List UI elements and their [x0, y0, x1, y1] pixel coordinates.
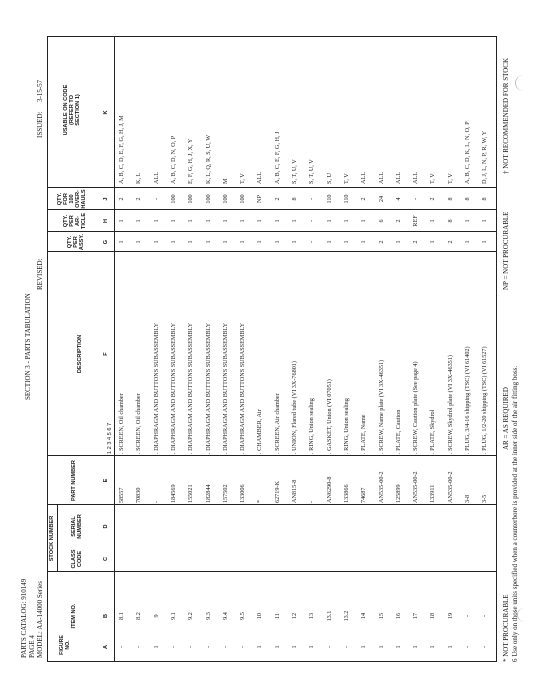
qty-overhauls-cell: 2	[273, 197, 281, 201]
figure-no-cell: 1	[273, 645, 281, 649]
qty-per-assy-cell: 1	[204, 240, 212, 244]
figure-no-cell: 1	[377, 645, 385, 649]
part-number-cell: AN535-00-2	[412, 471, 420, 503]
item-no-cell: 12	[291, 612, 298, 620]
qty-overhauls-cell: 8	[481, 197, 489, 201]
figure-no-cell: 1	[429, 645, 437, 649]
item-no-cell: 9	[152, 614, 160, 618]
part-number-cell: AN535-00-2	[377, 471, 385, 503]
part-number-cell: -	[152, 500, 160, 503]
qty-per-assy-cell: 1	[239, 240, 247, 244]
qty-overhauls-cell: 4	[394, 197, 402, 201]
qty-overhauls-cell: 100	[221, 194, 229, 204]
qty-per-article-cell: 1	[152, 219, 160, 223]
description-cell: . PLATE, Skydrol	[429, 409, 437, 454]
figure-no-cell: -	[325, 645, 333, 649]
col-f-letter: F	[103, 352, 109, 356]
qty-per-article-cell: 1	[221, 219, 229, 223]
usable-on-code-cell: S, U	[325, 172, 333, 184]
qty-overhauls-cell: NP	[256, 195, 264, 203]
item-no-cell: 15	[377, 612, 385, 620]
qty-per-assy-cell: 2	[446, 240, 454, 244]
qty-per-article-cell: 1	[118, 219, 125, 223]
qty-overhauls-cell: 110	[325, 194, 333, 204]
description-cell: . SCREW, Name plate (VI 3X-46351)	[377, 359, 385, 454]
parts-table	[47, 36, 497, 662]
qty-per-article-cell: 1	[135, 219, 143, 223]
footer-note: 6 Use only on those units specified when a counterbore is provided at the inner side of the air fitting boss.	[511, 365, 519, 662]
usable-on-code-cell: D, J, L, N, P, R, W, Y	[481, 130, 489, 184]
figure-no-cell: 1	[360, 645, 368, 649]
item-no-cell: 9.2	[187, 612, 195, 620]
description-cell: . PLATE, Name	[360, 414, 368, 454]
usable-on-code-cell: T, V	[429, 173, 437, 184]
revised-label: REVISED:	[36, 258, 44, 290]
col-f-label: DESCRIPTION	[77, 334, 83, 374]
qty-per-article-cell: REF	[412, 215, 420, 227]
qty-overhauls-cell: 2	[135, 197, 143, 201]
page-label: PAGE 4	[28, 635, 36, 658]
item-no-cell: 13.1	[325, 610, 333, 622]
usable-on-code-cell: A, B, C, D, N, O, P	[169, 135, 177, 184]
binder-hole-mark	[515, 75, 532, 91]
qty-per-article-cell: 1	[360, 219, 368, 223]
item-no-cell: 17	[412, 612, 420, 620]
footer-not-recommended: † NOT RECOMMENDED FOR STOCK	[502, 57, 510, 174]
description-cell: . SCREEN, Oil chamber	[135, 393, 143, 454]
qty-per-assy-cell: 1	[118, 240, 125, 244]
description-cell: . SCREEN, Air chamber	[273, 393, 281, 454]
qty-per-article-cell: 1	[481, 219, 489, 223]
section-title: SECTION 3 - PARTS TABULATION	[24, 293, 32, 400]
usable-on-code-cell: A, B, C, E, F, G, H, J	[273, 131, 281, 184]
qty-overhauls-cell: 8	[291, 197, 298, 201]
qty-overhauls-cell: 2	[429, 197, 437, 201]
qty-overhauls-cell: 2	[360, 197, 368, 201]
description-cell: . SCREEN, Oil chamber	[118, 393, 125, 454]
part-number-cell: 133006	[239, 484, 247, 503]
footer-not-procurable: * NOT PROCURABLE	[502, 594, 510, 662]
qty-per-article-cell: 1	[464, 219, 471, 223]
usable-on-code-cell: S, T, U, V	[291, 159, 298, 184]
qty-per-article-cell: 6	[377, 219, 385, 223]
item-no-cell: 18	[429, 612, 437, 620]
qty-per-article-cell: 1	[204, 219, 212, 223]
figure-no-cell: -	[204, 645, 212, 649]
description-cell: . DIAPHRAGM AND BUTTONS SUBASSEMBLY	[239, 322, 247, 454]
qty-per-article-cell: 1	[273, 219, 281, 223]
description-cell: . SCREW, Skydrol plate (VI 3X-46351)	[446, 355, 454, 454]
item-no-cell: 19	[446, 612, 454, 620]
qty-overhauls-cell: 8	[464, 197, 471, 201]
figure-no-cell: -	[135, 645, 143, 649]
figure-no-cell: -	[342, 645, 350, 649]
col-c-letter: C	[103, 556, 109, 562]
usable-on-code-cell: ALL	[360, 171, 368, 184]
usable-on-code-cell: ALL	[394, 171, 402, 184]
col-a-letter: A	[103, 644, 109, 650]
qty-per-article-cell: 1	[169, 219, 177, 223]
qty-per-assy-cell: 1	[360, 240, 368, 244]
part-number-cell: 182844	[204, 484, 212, 503]
figure-no-cell: 1	[412, 645, 420, 649]
item-no-cell: 14	[360, 612, 368, 620]
description-cell: . GASKET, Union (VI 07051)	[325, 379, 333, 454]
description-cell: . SCREW, Caution plate (See page 4)	[412, 361, 420, 454]
figure-no-cell: 1	[446, 645, 454, 649]
usable-on-code-cell: S, T, U, V	[308, 159, 316, 184]
col-c-label: CLASS CODE	[71, 549, 83, 569]
part-number-cell: AN815-8	[291, 479, 298, 503]
qty-per-assy-cell: 1	[187, 240, 195, 244]
item-no-cell: 9.5	[239, 612, 247, 620]
description-cell: . DIAPHRAGM AND BUTTONS SUBASSEMBLY	[169, 322, 177, 454]
item-no-cell: 9.3	[204, 612, 212, 620]
usable-on-code-cell: A, B, C, D, E, F, G, H, J, M	[118, 115, 125, 184]
item-no-cell: 8.1	[118, 612, 125, 620]
usable-on-code-cell: ALL	[377, 171, 385, 184]
qty-per-assy-cell: 1	[291, 240, 298, 244]
qty-per-article-cell: 1	[256, 219, 264, 223]
figure-no-cell: 1	[291, 645, 298, 649]
col-g-letter: G	[103, 239, 109, 245]
part-number-cell: -	[308, 500, 316, 503]
description-cell: . DIAPHRAGM AND BUTTONS SUBASSEMBLY	[221, 322, 229, 454]
part-number-cell: 70830	[135, 487, 143, 503]
qty-per-article-cell: 8	[446, 219, 454, 223]
qty-per-article-cell: 1	[239, 219, 247, 223]
description-cell: . UNION, Flared tube (VI 3X-76801)	[291, 361, 298, 454]
usable-on-code-cell: ALL	[152, 171, 160, 184]
part-number-cell: 58557	[118, 487, 125, 503]
part-number-cell: 133866	[342, 484, 350, 503]
qty-overhauls-cell: 24	[377, 195, 385, 203]
qty-per-article-cell: 1	[429, 219, 437, 223]
item-no-cell: 9.1	[169, 612, 177, 620]
description-cell: . PLUG, 1/2-20 shipping (TSC) (VI 61527)	[481, 346, 489, 454]
item-no-cell: 8.2	[135, 612, 143, 620]
qty-overhauls-cell: 8	[446, 197, 454, 201]
qty-overhauls-cell: 2	[118, 197, 125, 201]
qty-per-assy-cell: 1	[169, 240, 177, 244]
stock-number-header: STOCK NUMBER	[49, 515, 55, 562]
usable-on-code-cell: K, L, Q, R, S, U, W	[204, 134, 212, 184]
description-cell: . RING, Union sealing	[342, 398, 350, 454]
footer-np: NP = NOT PROCURABLE	[502, 211, 510, 290]
figure-no-cell: 1	[152, 645, 160, 649]
qty-per-article-cell: -	[308, 219, 316, 223]
figure-no-cell: -	[239, 645, 247, 649]
part-number-cell: 74687	[360, 487, 368, 503]
description-cell: . RING, Union sealing	[308, 398, 316, 454]
col-h-letter: H	[103, 218, 109, 224]
usable-on-code-cell: E, F, G, H, J, X, Y	[187, 138, 195, 184]
issued-label: ISSUED:	[36, 111, 44, 138]
qty-per-assy-cell: 1	[429, 240, 437, 244]
item-no-cell: -	[481, 614, 489, 618]
qty-per-assy-cell: 1	[221, 240, 229, 244]
qty-per-assy-cell: 1	[464, 240, 471, 244]
issued-date: 3-15-57	[36, 79, 44, 102]
figure-no-cell: -	[481, 645, 489, 649]
qty-per-assy-cell: 1	[481, 240, 489, 244]
qty-per-article-cell: 1	[187, 219, 195, 223]
usable-on-code-cell: T, V	[446, 173, 454, 184]
part-number-cell: 125899	[394, 484, 402, 503]
item-no-cell: 16	[394, 612, 402, 620]
qty-overhauls-cell: -	[152, 197, 160, 201]
col-j-letter: J	[103, 197, 109, 201]
description-cell: . CHAMBER, Air	[256, 409, 264, 454]
col-b-letter: B	[103, 613, 109, 619]
item-no-cell: 13	[308, 612, 316, 620]
qty-per-assy-cell: 1	[273, 240, 281, 244]
binder-hole-mark	[517, 608, 532, 622]
item-no-cell: -	[464, 614, 471, 618]
qty-overhauls-cell: 110	[342, 194, 350, 204]
model-label: MODEL: AA-14000 Series	[36, 581, 44, 658]
usable-on-code-cell: K, L	[135, 172, 143, 184]
qty-per-assy-cell: 1	[325, 240, 333, 244]
catalog-label: PARTS CATALOG: 910149	[20, 578, 28, 658]
col-d-label: SERIAL NUMBER	[71, 514, 83, 539]
part-number-cell: AN6290-8	[325, 476, 333, 503]
part-number-cell: 3-8	[464, 494, 471, 503]
qty-per-assy-cell: -	[308, 240, 316, 244]
qty-overhauls-cell: -	[412, 197, 420, 201]
figure-no-cell: -	[464, 645, 471, 649]
figure-no-cell: 1	[394, 645, 402, 649]
usable-on-code-cell: T, V	[342, 173, 350, 184]
qty-per-assy-cell: 1	[342, 240, 350, 244]
item-no-cell: 10	[256, 612, 264, 620]
description-cell: . DIAPHRAGM AND BUTTONS SUBASSEMBLY	[152, 322, 160, 454]
description-cell: . PLUG, 3/4-16 shipping (TSC) (VI 61402)	[464, 346, 471, 454]
item-no-cell: 11	[273, 613, 281, 619]
col-e-label: PART NUMBER	[71, 460, 77, 501]
qty-per-assy-cell: 1	[394, 240, 402, 244]
part-number-cell: 184569	[169, 484, 177, 503]
qty-per-article-cell: 1	[325, 219, 333, 223]
item-no-cell: 13.2	[342, 610, 350, 622]
col-b-label: ITEM NO.	[71, 603, 77, 629]
usable-on-code-cell: T, V	[239, 173, 247, 184]
qty-overhauls-cell: 100	[204, 194, 212, 204]
qty-overhauls-cell: 100	[187, 194, 195, 204]
usable-on-code-cell: ALL	[412, 171, 420, 184]
qty-per-article-cell: 1	[342, 219, 350, 223]
qty-per-article-cell: 2	[394, 219, 402, 223]
part-number-cell: *	[256, 499, 264, 503]
part-number-cell: 62719-K	[273, 481, 281, 503]
qty-overhauls-cell: -	[308, 197, 316, 201]
qty-per-article-cell: 1	[291, 219, 298, 223]
col-e-letter: E	[103, 478, 109, 483]
qty-per-assy-cell: 2	[412, 240, 420, 244]
usable-on-code-cell: A, B, C, D, K, L, N, O, P	[464, 121, 471, 184]
description-cell: . DIAPHRAGM AND BUTTONS SUBASSEMBLY	[187, 322, 195, 454]
figure-no-cell: -	[221, 645, 229, 649]
qty-per-assy-cell: 1	[135, 240, 143, 244]
col-j-label: QTY. FOR 100 OVER-HAULS	[57, 189, 87, 209]
col-f-indent-scale: 1 2 3 4 5 6 7	[107, 422, 113, 454]
qty-per-assy-cell: 1	[256, 240, 264, 244]
figure-no-cell: -	[187, 645, 195, 649]
col-k-letter: K	[103, 110, 109, 115]
qty-per-assy-cell: 1	[152, 240, 160, 244]
figure-no-cell: 1	[308, 645, 316, 649]
part-number-cell: 3-5	[481, 494, 489, 503]
description-cell: . PLATE, Caution	[394, 409, 402, 454]
description-cell: . DIAPHRAGM AND BUTTONS SUBASSEMBLY	[204, 322, 212, 454]
qty-overhauls-cell: 100	[169, 194, 177, 204]
figure-no-cell: -	[169, 645, 177, 649]
figure-no-cell: 1	[256, 645, 264, 649]
part-number-cell: 133911	[429, 484, 437, 503]
qty-per-assy-cell: 2	[377, 240, 385, 244]
part-number-cell: AN535-00-2	[446, 471, 454, 503]
usable-on-code-cell: M	[221, 178, 229, 184]
qty-overhauls-cell: 100	[239, 194, 247, 204]
col-h-label: QTY. PER AR-TICLE	[63, 212, 87, 230]
col-d-letter: D	[103, 524, 109, 529]
col-g-label: QTY. PER ASSY.	[67, 233, 85, 251]
footer-as-required: AR = AS REQUIRED	[502, 387, 510, 450]
part-number-cell: 157502	[221, 484, 229, 503]
part-number-cell: 155021	[187, 484, 195, 503]
col-k-label: USABLE ON CODE (REFER TO SECTION 1)	[63, 84, 81, 136]
item-no-cell: 9.4	[221, 612, 229, 620]
usable-on-code-cell: ALL	[256, 171, 264, 184]
col-a-label: FIGURE NO.	[59, 635, 71, 655]
figure-no-cell: -	[118, 645, 125, 649]
